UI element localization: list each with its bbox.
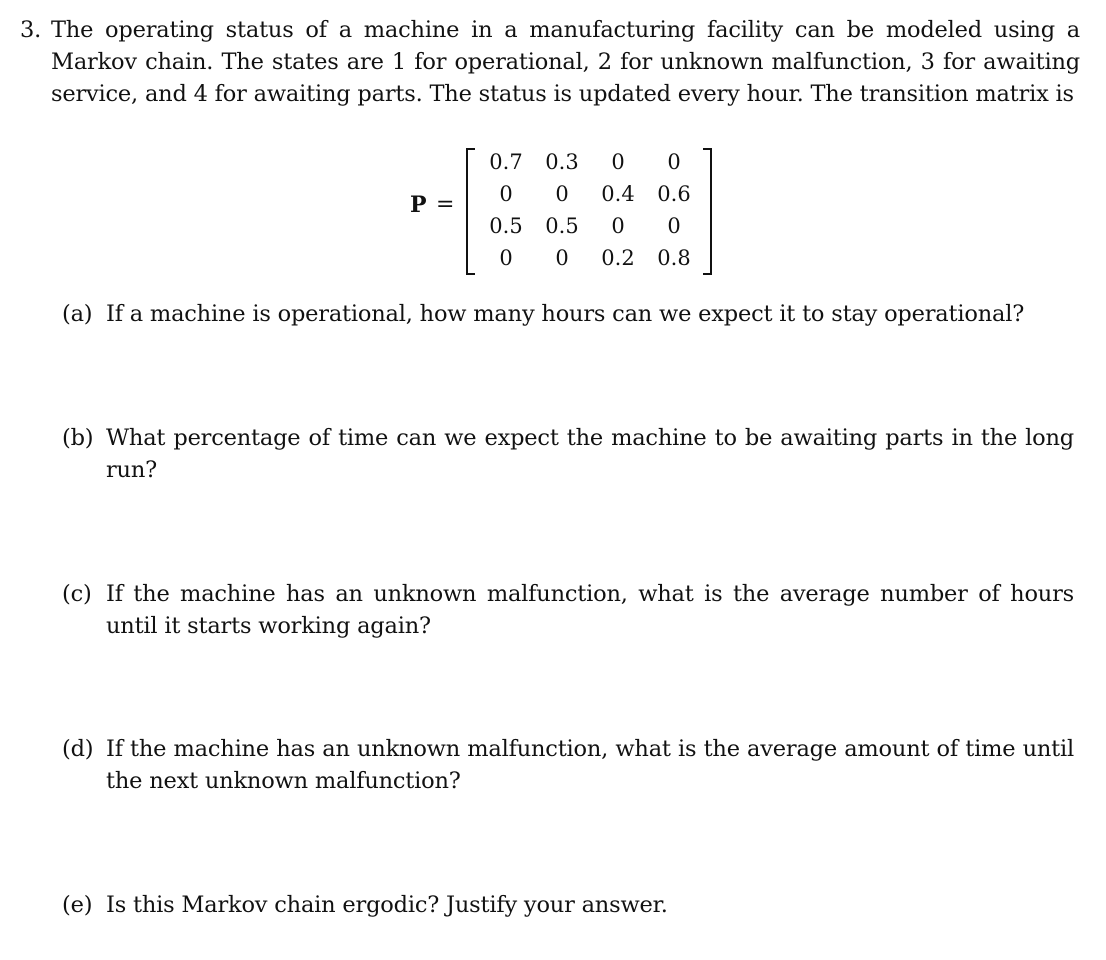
- matrix-cell: 0.8: [657, 246, 691, 270]
- question-label: (c): [62, 581, 92, 607]
- question-label: (b): [62, 425, 94, 451]
- matrix-cell: 0: [611, 214, 625, 238]
- question-label: (a): [62, 301, 93, 327]
- question-label: (d): [62, 736, 94, 762]
- problem-statement: [20, 14, 1080, 110]
- question-text: If the machine has an unknown malfunction, what is the average number of hours until it starts working again?: [106, 581, 1074, 639]
- matrix-cell: 0: [555, 182, 569, 206]
- transition-matrix: [410, 146, 730, 274]
- matrix-row-3: [478, 210, 702, 242]
- matrix-cell: 0: [499, 182, 513, 206]
- problem-number: 3.: [20, 17, 42, 43]
- question-text: If the machine has an unknown malfunction, what is the average amount of time until the next unknown malfunction?: [106, 736, 1074, 794]
- question-text: Is this Markov chain ergodic? Justify your answer.: [106, 892, 668, 918]
- matrix-grid: [478, 146, 702, 274]
- matrix-cell: 0.5: [545, 214, 579, 238]
- matrix-row-1: [478, 146, 702, 178]
- matrix-cell: 0: [499, 246, 513, 270]
- matrix-cell: 0.2: [601, 246, 635, 270]
- matrix-left-bracket: [466, 148, 475, 275]
- matrix-right-bracket: [703, 148, 712, 275]
- matrix-name: P: [410, 192, 427, 218]
- matrix-cell: 0: [667, 150, 681, 174]
- matrix-row-4: [478, 242, 702, 274]
- equals-sign: =: [436, 192, 455, 217]
- matrix-cell: 0.3: [545, 150, 579, 174]
- matrix-cell: 0: [667, 214, 681, 238]
- question-c: [62, 578, 1074, 642]
- question-d: [62, 733, 1074, 797]
- matrix-row-2: [478, 178, 702, 210]
- matrix-cell: 0.4: [601, 182, 635, 206]
- question-text: If a machine is operational, how many hours can we expect it to stay operational?: [106, 301, 1025, 327]
- question-a: [62, 298, 1074, 330]
- matrix-cell: 0.5: [489, 214, 523, 238]
- matrix-cell: 0.6: [657, 182, 691, 206]
- matrix-cell: 0: [611, 150, 625, 174]
- matrix-cell: 0.7: [489, 150, 523, 174]
- matrix-cell: 0: [555, 246, 569, 270]
- question-label: (e): [62, 892, 93, 918]
- question-text: What percentage of time can we expect the machine to be awaiting parts in the long run?: [106, 425, 1074, 483]
- question-b: [62, 422, 1074, 486]
- problem-text: The operating status of a machine in a manufacturing facility can be modeled using a Markov chain. The states are 1 for operational, 2 for unknown malfunction, 3 for awaiting service, and 4 for awaiting parts. The status is updated every hour. The transition matrix is: [51, 17, 1080, 107]
- question-e: [62, 889, 1074, 921]
